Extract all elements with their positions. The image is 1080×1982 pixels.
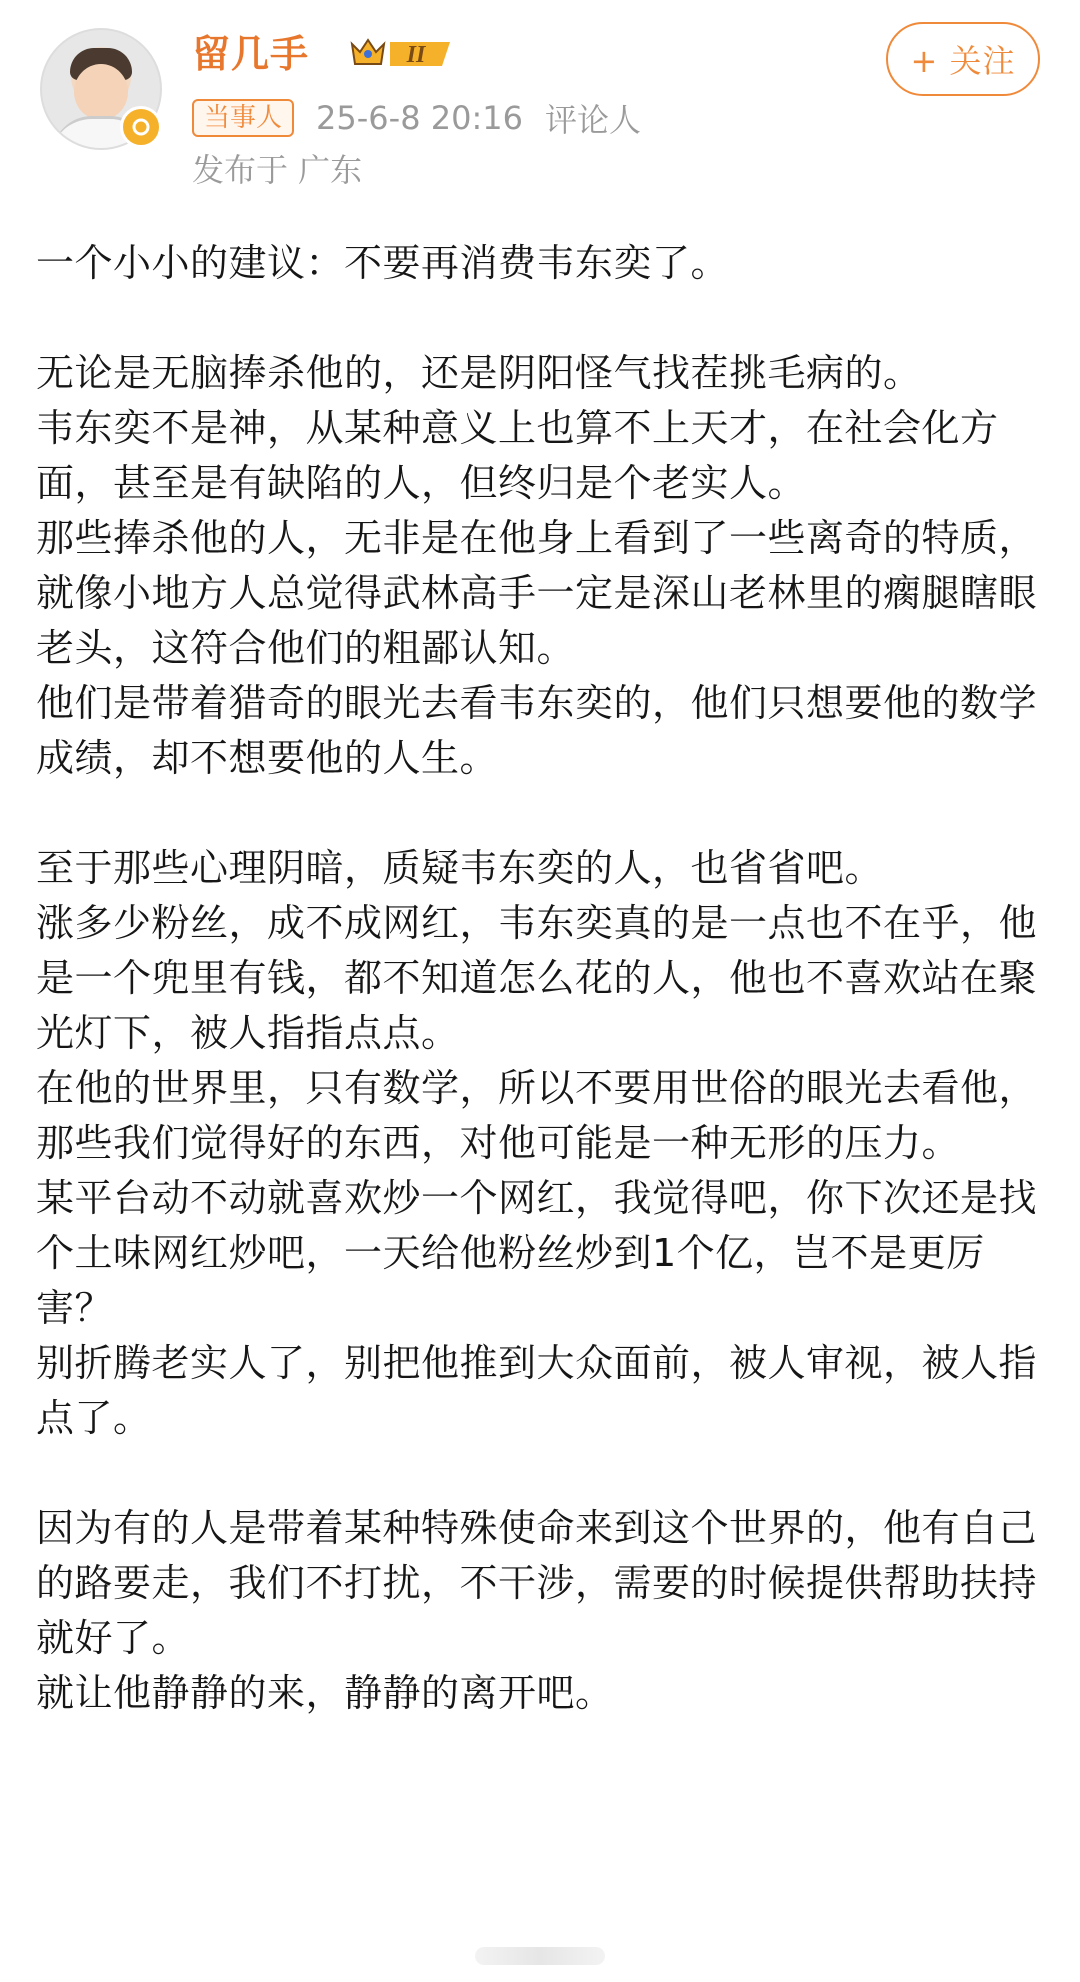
crown-level-icon <box>350 34 456 74</box>
level-badge-label: II <box>406 42 426 68</box>
post-location: 发布于 广东 <box>192 151 363 189</box>
paragraph-gap <box>36 1446 1046 1501</box>
party-tag: 当事人 <box>192 99 294 137</box>
post-paragraph: 就让他静静的来，静静的离开吧。 <box>36 1671 614 1715</box>
commenter-role: 评论人 <box>544 101 641 139</box>
post-paragraph: 某平台动不动就喜欢炒一个网红，我觉得吧，你下次还是找个土味网红炒吧，一天给他粉丝炒到1个亿，岂不是更厉害？ <box>36 1176 1038 1330</box>
post-paragraph: 涨多少粉丝，成不成网红，韦东奕真的是一点也不在乎，他是一个兜里有钱，都不知道怎么花的人，他也不喜欢站在聚光灯下，被人指指点点。 <box>36 901 1038 1055</box>
post-paragraph: 韦东奕不是神，从某种意义上也算不上天才，在社会化方面，甚至是有缺陷的人，但终归是个老实人。 <box>36 406 999 505</box>
meta-row <box>192 96 641 140</box>
username[interactable]: 留几手 <box>192 32 310 76</box>
post-timestamp: 25-6-8 20:16 <box>316 99 523 137</box>
verified-badge-icon <box>120 106 162 148</box>
footer <box>0 1930 1080 1982</box>
post-paragraph: 别折腾老实人了，别把他推到大众面前，被人审视，被人指点了。 <box>36 1341 1038 1440</box>
post-header <box>0 0 1080 200</box>
post-paragraph: 一个小小的建议：不要再消费韦东奕了。 <box>36 241 730 285</box>
post-paragraph: 至于那些心理阴暗，质疑韦东奕的人，也省省吧。 <box>36 846 884 890</box>
paragraph-gap <box>36 786 1046 841</box>
watermark <box>475 1947 605 1965</box>
post-body <box>36 236 1046 1721</box>
post-paragraph: 因为有的人是带着某种特殊使命来到这个世界的，他有自己的路要走，我们不打扰，不干涉，需要的时候提供帮助扶持就好了。 <box>36 1506 1038 1660</box>
post-paragraph: 无论是无脑捧杀他的，还是阴阳怪气找茬挑毛病的。 <box>36 351 922 395</box>
avatar-face <box>74 64 128 120</box>
follow-button[interactable]: + 关注 <box>886 22 1040 96</box>
paragraph-gap <box>36 291 1046 346</box>
post-paragraph: 他们是带着猎奇的眼光去看韦东奕的，他们只想要他的数学成绩，却不想要他的人生。 <box>36 681 1038 780</box>
post-paragraph: 在他的世界里，只有数学，所以不要用世俗的眼光去看他，那些我们觉得好的东西，对他可能是一种无形的压力。 <box>36 1066 1038 1165</box>
post-paragraph: 那些捧杀他的人，无非是在他身上看到了一些离奇的特质，就像小地方人总觉得武林高手一定是深山老林里的瘸腿瞎眼老头，这符合他们的粗鄙认知。 <box>36 516 1038 670</box>
